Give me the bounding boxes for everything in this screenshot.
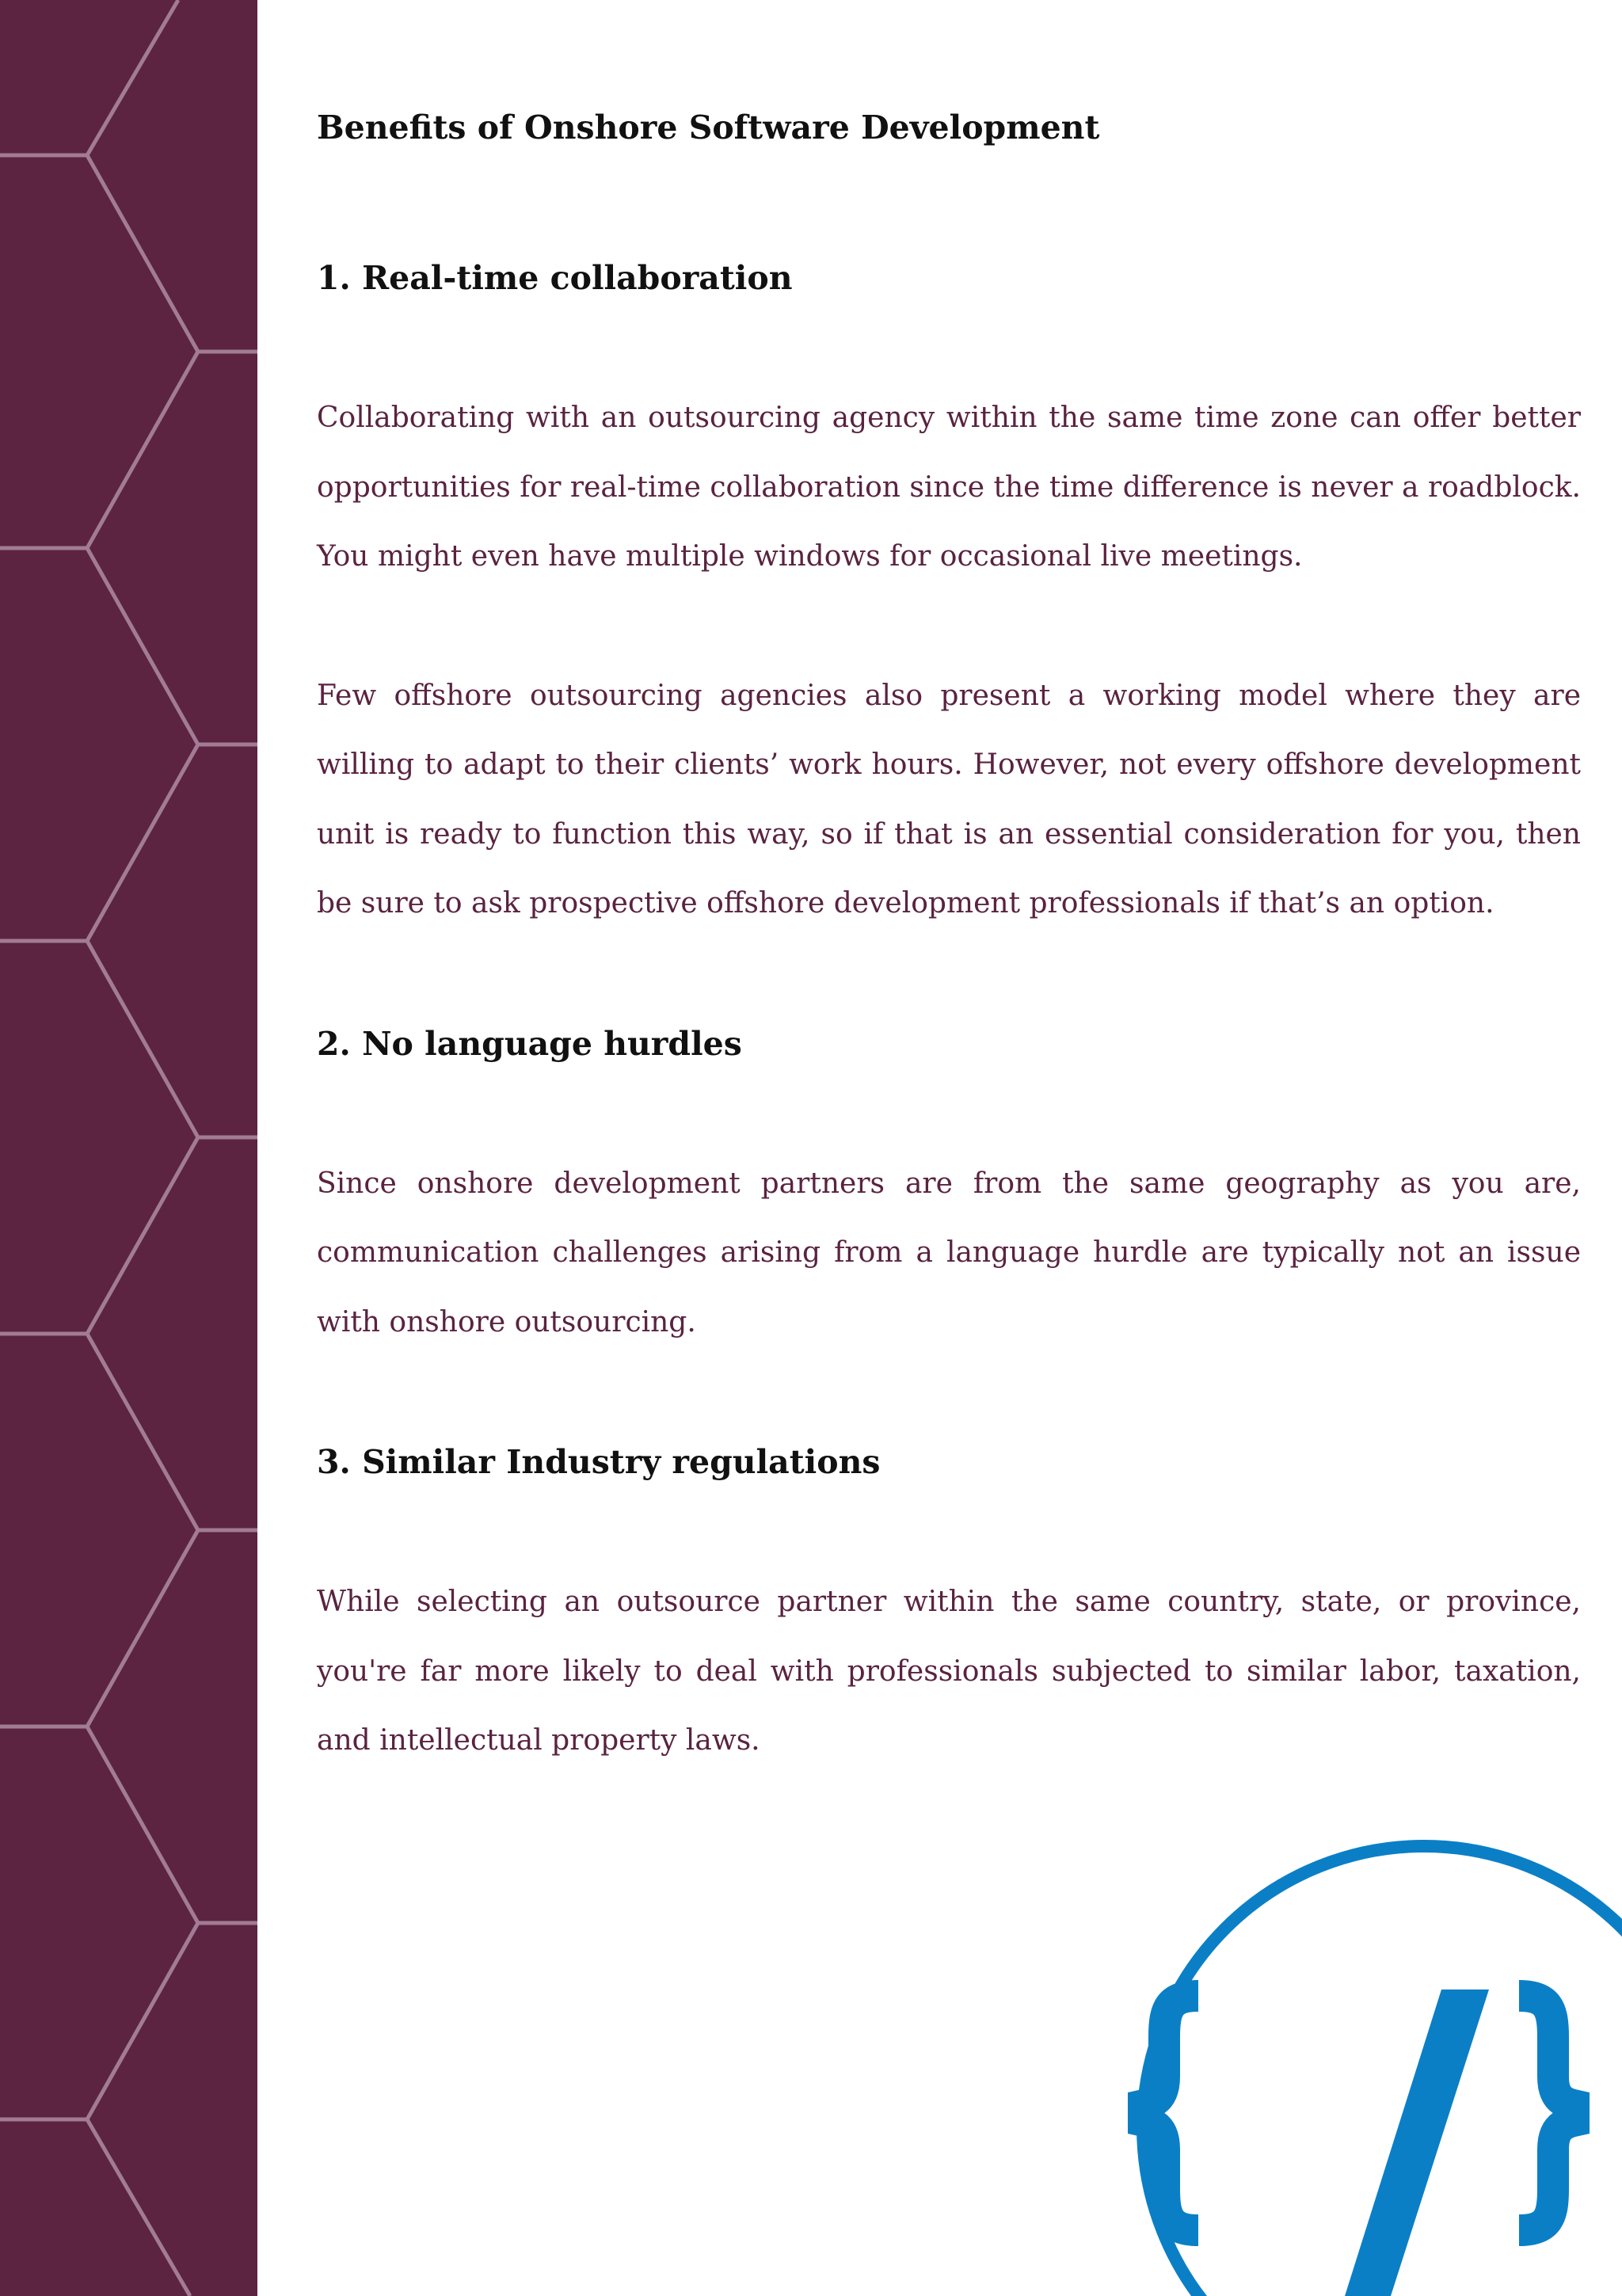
paragraph: While selecting an outsource partner within the same country, state, or province, you're far more likely to deal with professionals subjected to similar labor, taxation, and intellectual property laws. <box>317 1586 1581 1757</box>
code-brackets-logo-icon <box>1123 1839 1622 2296</box>
paragraph: Few offshore outsourcing agencies also present a working model where they are willing to adapt to their clients’ work hours. However, not every offshore development unit is ready to function this way, so if that is an essential consideration for you, then be sure to ask prospective offshore development professionals if that’s an option. <box>317 679 1581 920</box>
hexagon-pattern-icon <box>0 0 257 2296</box>
paragraph: Collaborating with an outsourcing agency within the same time zone can offer better opportunities for real-time collaboration since the time difference is never a roadblock. You might even have multiple windows for occasional live meetings. <box>317 402 1581 573</box>
document-title: Benefits of Onshore Software Development <box>317 109 1100 147</box>
document-body <box>317 95 1581 1776</box>
paragraph: Since onshore development partners are from the same geography as you are, communication challenges arising from a language hurdle are typically not an issue with onshore outsourcing. <box>317 1167 1581 1338</box>
section-heading-similar-industry-regulations: 3. Similar Industry regulations <box>317 1443 881 1481</box>
decorative-sidebar <box>0 0 257 2296</box>
section-heading-real-time-collaboration: 1. Real-time collaboration <box>317 259 793 297</box>
section-heading-no-language-hurdles: 2. No language hurdles <box>317 1024 742 1063</box>
